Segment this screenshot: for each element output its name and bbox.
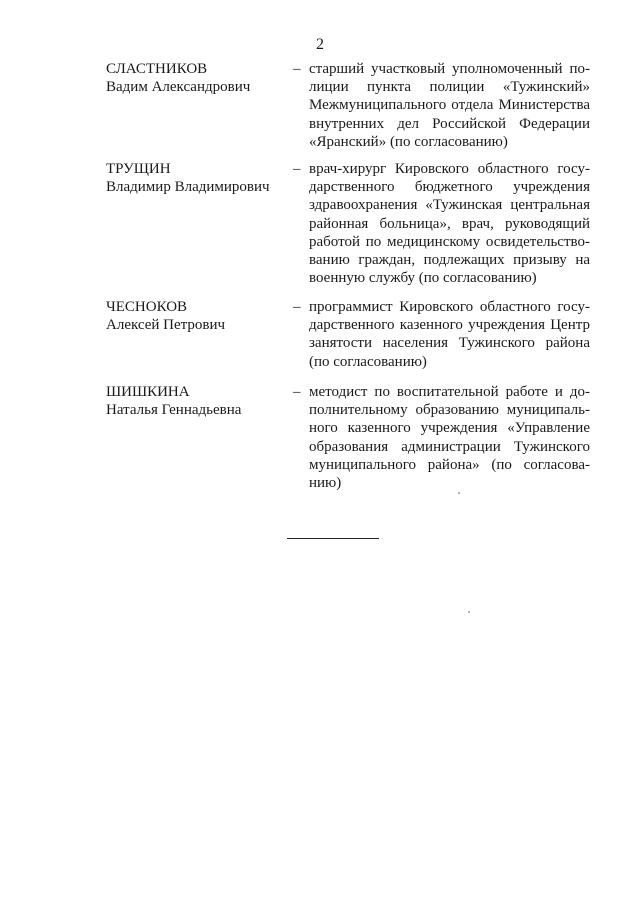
position-line: внутренних дел Российской Федерации <box>309 115 590 132</box>
member-surname: ЧЕСНОКОВ <box>106 299 188 315</box>
member-position <box>309 60 590 151</box>
member-name <box>106 160 286 196</box>
position-line: полнительному образованию муниципаль- <box>309 402 590 419</box>
position-line: ванию граждан, подлежащих призыву на <box>309 252 590 269</box>
position-line: военную службу (по согласованию) <box>309 270 537 287</box>
scan-speck <box>458 492 460 494</box>
position-line: методист по воспитательной работе и до- <box>309 384 590 400</box>
position-line: (по согласованию) <box>309 353 427 370</box>
position-line: здравоохранения «Тужинская центральная <box>309 197 590 214</box>
member-surname: ШИШКИНА <box>106 384 190 400</box>
position-line: работой по медицинскому освидетельство- <box>309 233 590 250</box>
position-line: ного казенного учреждения «Управление <box>309 420 590 437</box>
entry-dash: – <box>293 384 301 400</box>
member-position <box>309 383 590 492</box>
position-line: Межмуниципального отдела Министерства <box>309 97 590 114</box>
member-position <box>309 298 590 371</box>
entry-dash: – <box>293 161 301 177</box>
member-name <box>106 60 286 96</box>
position-line: дарственного казенного учреждения Центр <box>309 317 590 334</box>
member-surname: СЛАСТНИКОВ <box>106 61 208 77</box>
member-position <box>309 160 590 287</box>
member-given-names: Владимир Владимирович <box>106 179 270 195</box>
position-line: врач-хирург Кировского областного госу- <box>309 161 590 177</box>
position-line: лиции пункта полиции «Тужинский» <box>309 79 590 96</box>
member-name <box>106 383 286 419</box>
scan-speck <box>468 611 470 613</box>
member-given-names: Наталья Геннадьевна <box>106 402 242 418</box>
page-number: 2 <box>316 36 324 53</box>
position-line: занятости населения Тужинского района <box>309 335 590 352</box>
member-surname: ТРУЩИН <box>106 161 171 177</box>
end-of-list-rule <box>287 538 379 539</box>
member-name <box>106 298 286 334</box>
position-line: муниципального района» (по согласова- <box>309 456 590 473</box>
position-line: дарственного бюджетного учреждения <box>309 179 590 196</box>
position-line: «Яранский» (по согласованию) <box>309 133 508 150</box>
position-line: районная больница», врач, руководящий <box>309 215 590 232</box>
position-line: старший участковый уполномоченный по- <box>309 61 590 77</box>
position-line: нию) <box>309 475 342 492</box>
member-given-names: Алексей Петрович <box>106 317 226 333</box>
entry-dash: – <box>293 61 301 77</box>
entry-dash: – <box>293 299 301 315</box>
position-line: образования администрации Тужинского <box>309 438 590 455</box>
member-given-names: Вадим Александрович <box>106 79 251 95</box>
position-line: программист Кировского областного госу- <box>309 299 590 315</box>
